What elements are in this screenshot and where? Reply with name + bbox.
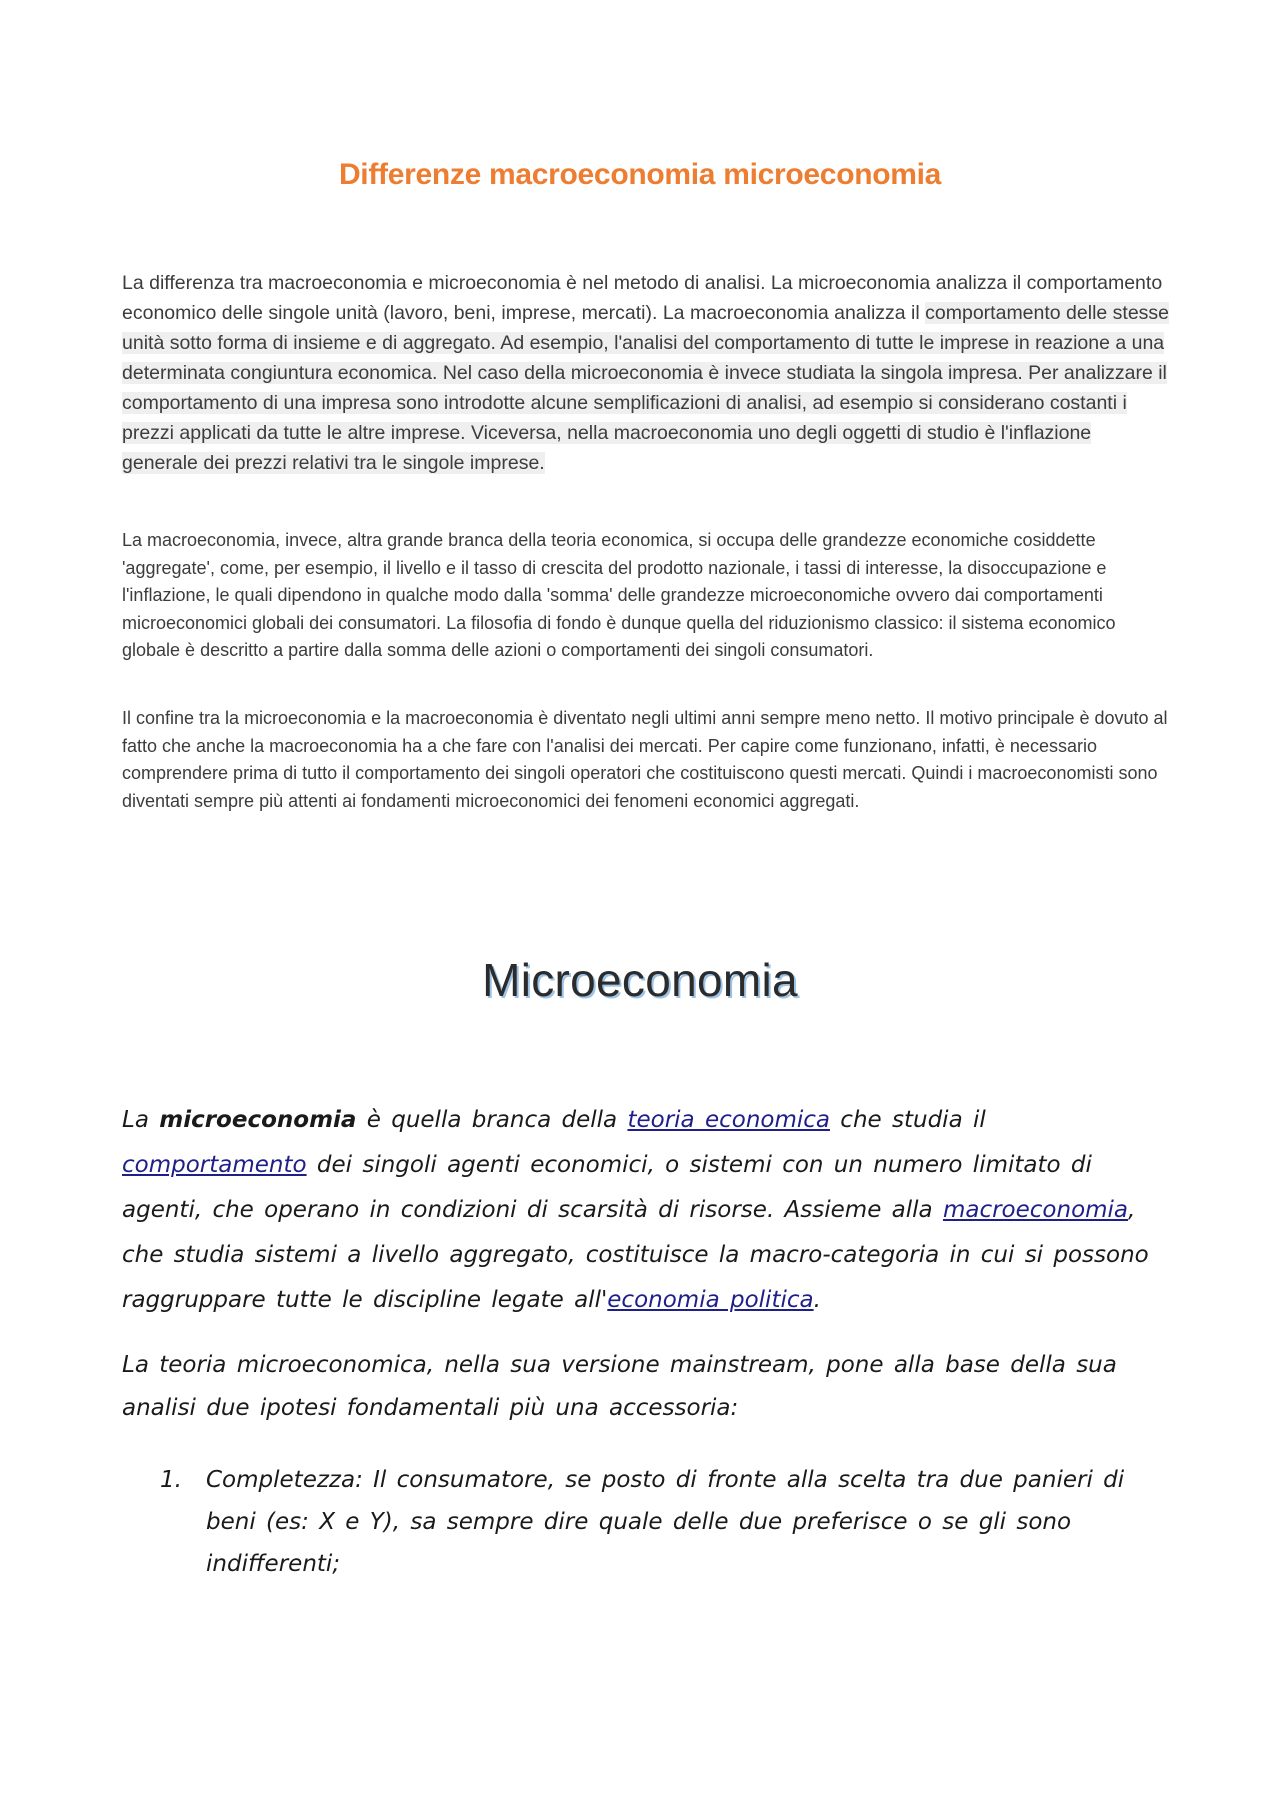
paragraph-intro: [122, 268, 1172, 478]
section-title-microeconomia: Microeconomia: [482, 954, 798, 1006]
italic-term: scarsità di risorse: [558, 1197, 767, 1223]
list-item-term: Completezza: [206, 1467, 356, 1493]
text-run: , che studia sistemi a livello aggregato, costituisce la macro-categoria in cui si possono raggruppare tutte le discipline legate all': [122, 1197, 1149, 1313]
highlighted-text: comportamento delle stesse unità sotto forma di insieme e di aggregato. Ad esempio, l'analisi del comportamento di tutte le imprese in reazione a una determinata congiuntura economica. Nel caso della microeconomia è invece studiata la singola impresa. Per analizzare il comportamento di una impresa sono introdotte alcune semplificazioni di analisi, ad esempio si considerano costanti i prezzi applicati da tutte le altre imprese. Viceversa, nella macroeconomia uno degli oggetti di studio è l'inflazione generale dei prezzi relativi tra le singole imprese.: [122, 302, 1170, 474]
link-teoria-economica[interactable]: teoria economica: [627, 1107, 830, 1133]
link-comportamento[interactable]: comportamento: [122, 1152, 307, 1178]
text-run: dei singoli agenti economici, o sistemi con un numero limitato di agenti, che operano in condizioni di: [122, 1152, 1092, 1223]
link-economia-politica[interactable]: economia politica: [607, 1287, 814, 1313]
text-run: .: [813, 1287, 821, 1313]
link-macroeconomia[interactable]: macroeconomia: [942, 1197, 1129, 1223]
list-item-text: : Il consumatore, se posto di fronte alla scelta tra due panieri di beni (es: X e Y), sa sempre dire quale delle due preferisce o se gli sono indifferenti;: [206, 1467, 1125, 1577]
paragraph-intro-lead: La differenza tra macroeconomia e microeconomia è nel metodo di analisi. La microeconomia analizza il comportamento economico delle singole unità (lavoro, beni, imprese, mercati). La macroeconomia analizza il: [122, 272, 1163, 324]
bold-term: microeconomia: [159, 1107, 357, 1133]
text-run: La: [122, 1107, 160, 1133]
text-run: . Assieme alla: [766, 1197, 943, 1223]
text-run: è quella branca della: [356, 1107, 628, 1133]
paragraph-ipotesi: La teoria microeconomica, nella sua versione mainstream, pone alla base della sua analisi due ipotesi fondamentali più una accessoria:: [122, 1352, 1117, 1421]
text-run: che studia il: [830, 1107, 986, 1133]
paragraph-definition: [122, 1098, 1172, 1323]
paragraph-macroeconomia: La macroeconomia, invece, altra grande branca della teoria economica, si occupa delle grandezze economiche cosiddette 'aggregate', come, per esempio, il livello e il tasso di crescita del prodotto nazionale, i tassi di interesse, la disoccupazione e l'inflazione, le quali dipendono in qualche modo dalla 'somma' delle grandezze microeconomiche ovvero dai comportamenti microeconomici globali dei consumatori. La filosofia di fondo è dunque quella del riduzionismo classico: il sistema economico globale è descritto a partire dalla somma delle azioni o comportamenti dei singoli consumatori.: [122, 530, 1116, 661]
list-item: [160, 1459, 1160, 1585]
section-title-differences: Differenze macroeconomia microeconomia: [338, 158, 942, 191]
list-number: 1.: [160, 1467, 182, 1493]
list-item-body: [206, 1459, 1160, 1585]
paragraph-confine: Il confine tra la microeconomia e la macroeconomia è diventato negli ultimi anni sempre meno netto. Il motivo principale è dovuto al fatto che anche la macroeconomia ha a che fare con l'analisi dei mercati. Per capire come funzionano, infatti, è necessario comprendere prima di tutto il comportamento dei singoli operatori che costituiscono questi mercati. Quindi i macroeconomisti sono diventati sempre più attenti ai fondamenti microeconomici dei fenomeni economici aggregati.: [122, 708, 1168, 811]
